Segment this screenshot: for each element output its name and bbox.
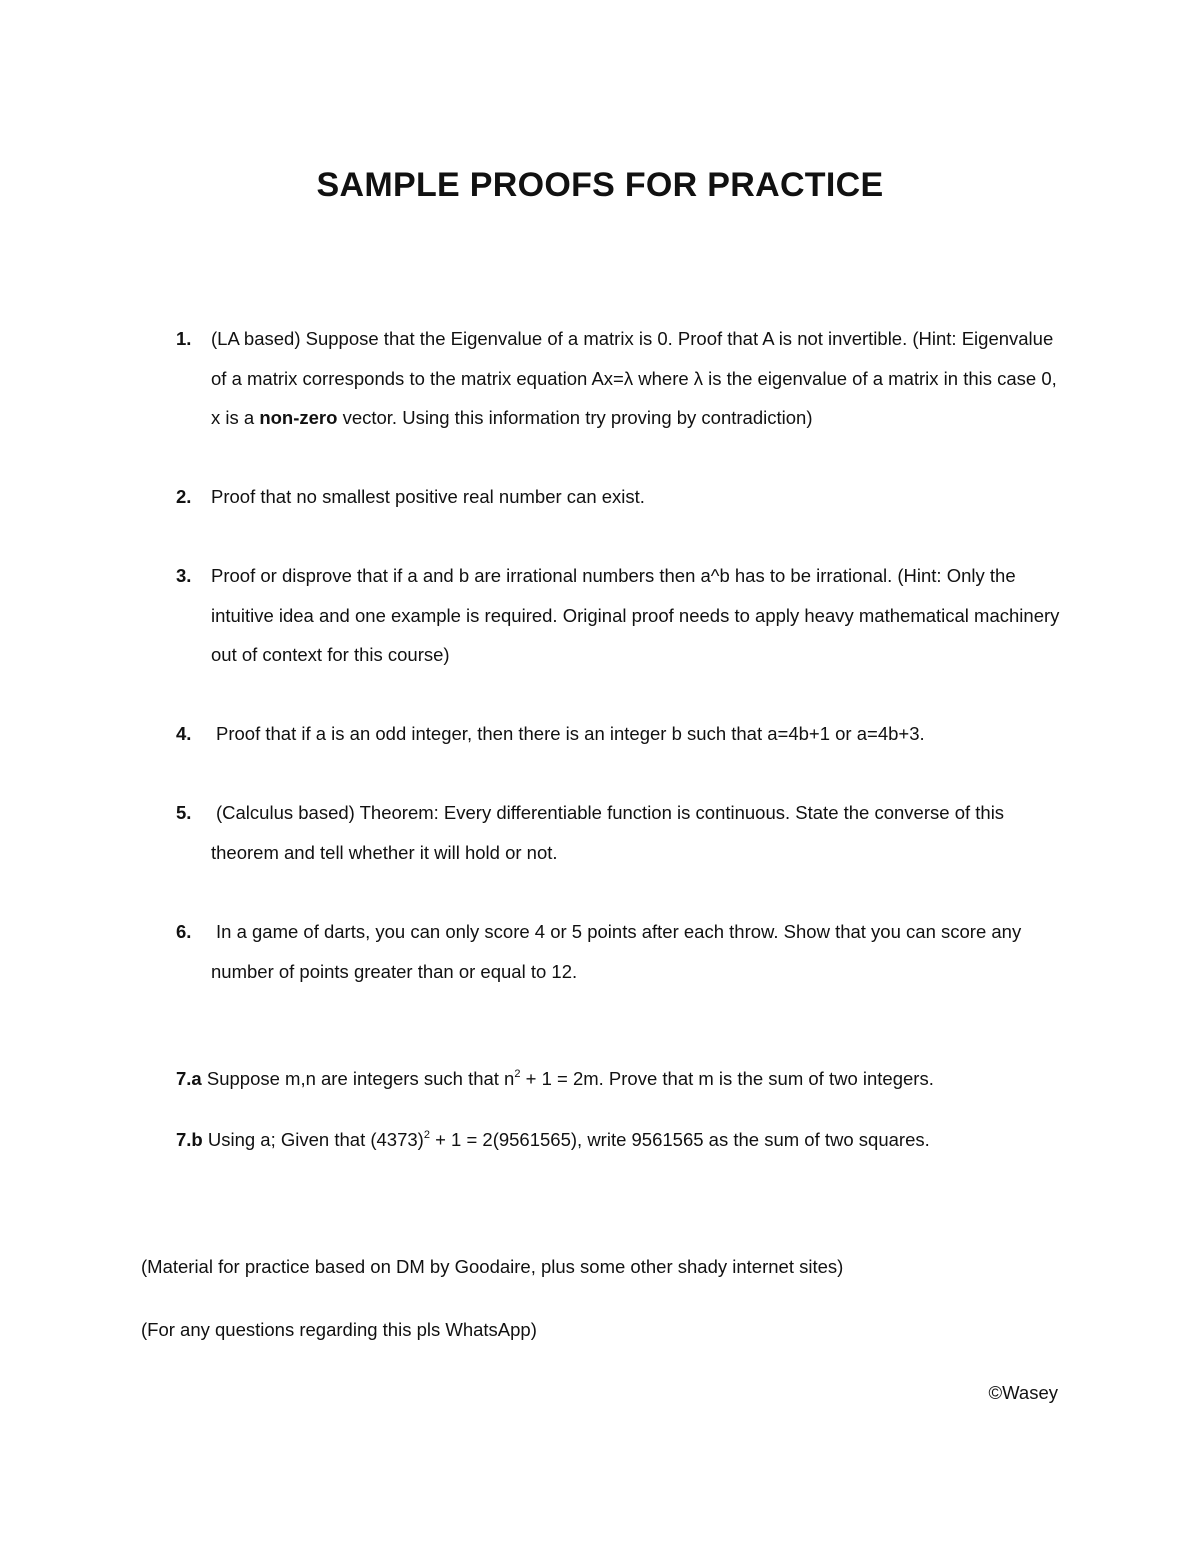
page-title: SAMPLE PROOFS FOR PRACTICE — [316, 166, 884, 204]
item-text: (Calculus based) Theorem: Every differentiable function is continuous. State the converse of this theorem and tell whether it will hold or not. — [211, 802, 1005, 863]
item-number: 7.b — [176, 1129, 203, 1150]
problem-item-1 — [176, 319, 1066, 438]
item-text: Proof that no smallest positive real number can exist. — [211, 486, 645, 507]
emphasized-text: non-zero — [259, 407, 338, 428]
item-number: 6. — [176, 921, 192, 942]
exponent: 2 — [514, 1068, 521, 1080]
questions-note: (For any questions regarding this pls WhatsApp) — [141, 1319, 537, 1340]
item-number: 3. — [176, 565, 192, 586]
item-number: 7.a — [176, 1068, 202, 1089]
item-number: 4. — [176, 723, 192, 744]
problem-item-7a — [176, 1067, 934, 1091]
item-number: 1. — [176, 328, 192, 349]
item-text — [176, 319, 1066, 438]
problem-item-7b — [176, 1128, 930, 1152]
item-text: Proof that if a is an odd integer, then there is an integer b such that a=4b+1 or a=4b+3. — [216, 723, 925, 744]
item-text-part: vector. Using this information try proving by contradiction) — [337, 407, 813, 428]
problem-item-5 — [176, 793, 1066, 872]
item-text-part: + 1 = 2m. Prove that m is the sum of two integers. — [520, 1068, 934, 1089]
item-text: In a game of darts, you can only score 4 or 5 points after each throw. Show that you can score any number of points greater than or equal to 12. — [211, 921, 1022, 982]
problem-item-2 — [176, 477, 1066, 517]
copyright-notice: ©Wasey — [988, 1382, 1058, 1403]
problem-item-4 — [176, 714, 1066, 754]
exponent: 2 — [423, 1129, 430, 1141]
item-prefix: (LA based) — [211, 328, 301, 349]
item-number: 5. — [176, 802, 192, 823]
item-text-part: Suppose m,n are integers such that n — [201, 1068, 515, 1089]
problem-item-3 — [176, 556, 1066, 675]
item-text: Proof or disprove that if a and b are irrational numbers then a^b has to be irrational. (Hint: Only the intuitive idea and one example is required. Original proof needs to apply heavy mathematical machinery out of context for this course) — [211, 565, 1060, 665]
item-text-part: Using a; Given that (4373) — [202, 1129, 424, 1150]
material-note: (Material for practice based on DM by Goodaire, plus some other shady internet sites) — [141, 1256, 844, 1277]
item-text-part: Suppose that the Eigenvalue of a matrix is 0. Proof that A is not invertible. (Hint: Eigenvalue of a matrix corresponds to the matrix equation Ax=λ where λ is the eigenvalue of a matrix in this case 0, x is a — [211, 328, 1057, 428]
item-number: 2. — [176, 486, 192, 507]
problem-item-6 — [176, 912, 1066, 991]
item-text-part: + 1 = 2(9561565), write 9561565 as the sum of two squares. — [429, 1129, 930, 1150]
